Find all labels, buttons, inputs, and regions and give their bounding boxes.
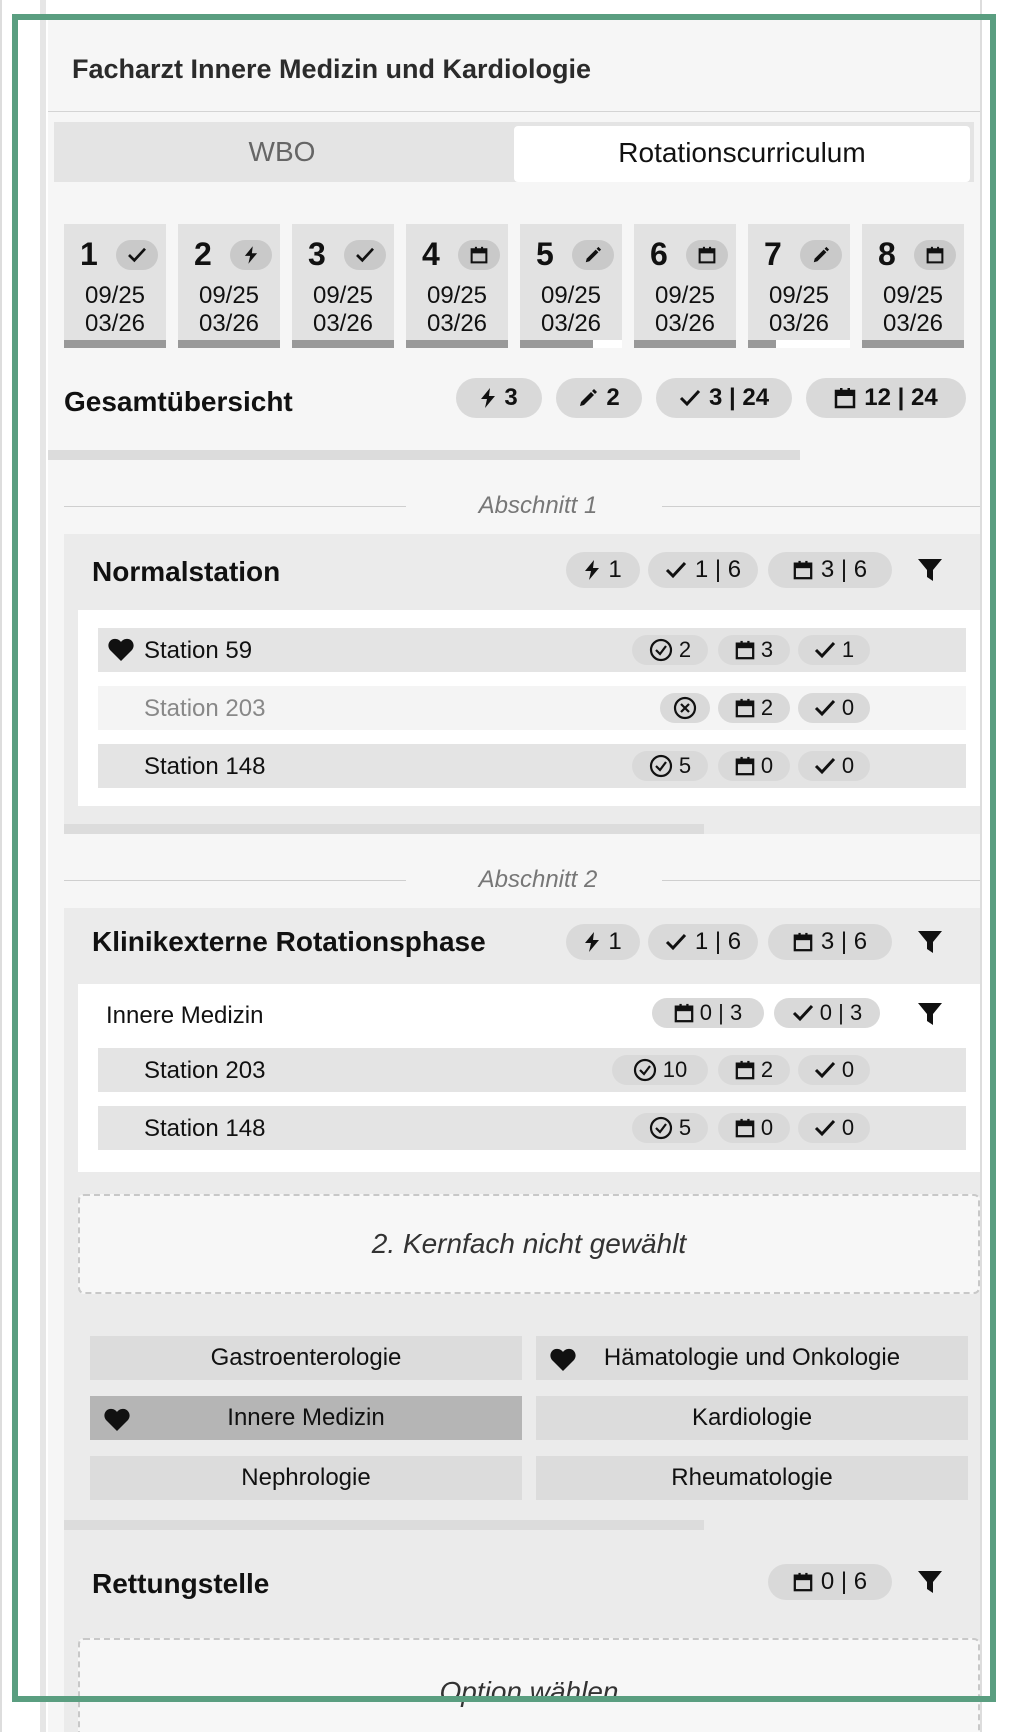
calendar-icon bbox=[793, 1572, 813, 1592]
page-title: Facharzt Innere Medizin und Kardiologie bbox=[72, 54, 592, 84]
rotation-start-date: 09/25 bbox=[198, 282, 260, 309]
rotation-end-date: 03/26 bbox=[198, 310, 260, 337]
group-calendar-badge: 0 | 6 bbox=[768, 1564, 892, 1600]
station-name: Station 203 bbox=[144, 695, 266, 722]
rotation-number: 2 bbox=[194, 236, 212, 272]
rotation-card-5[interactable] bbox=[520, 224, 622, 348]
station-name: Station 148 bbox=[144, 1115, 266, 1142]
rotation-end-date: 03/26 bbox=[882, 310, 944, 337]
check-icon bbox=[665, 933, 687, 951]
calendar-icon bbox=[735, 1118, 755, 1138]
approved-badge: 5 bbox=[632, 1113, 708, 1143]
station-name: Station 203 bbox=[144, 1057, 266, 1084]
filter-icon[interactable] bbox=[916, 1000, 944, 1028]
station-row[interactable] bbox=[98, 686, 966, 730]
choice-rheumatologie[interactable]: Rheumatologie bbox=[536, 1456, 968, 1500]
section-divider-1 bbox=[64, 492, 980, 519]
rotation-start-date: 09/25 bbox=[882, 282, 944, 309]
rotation-number: 5 bbox=[536, 236, 554, 272]
section-divider-2 bbox=[64, 866, 980, 893]
rotation-progress-bar bbox=[748, 340, 776, 348]
check-circle-icon bbox=[649, 754, 673, 778]
rotation-number: 8 bbox=[878, 236, 896, 272]
calendar-icon bbox=[793, 932, 813, 952]
group-title: Normalstation bbox=[92, 556, 281, 587]
group-progress-bar bbox=[64, 824, 704, 834]
bolt-icon bbox=[584, 560, 600, 580]
rotation-number: 3 bbox=[308, 236, 326, 272]
group-bolt-badge: 1 bbox=[566, 552, 640, 588]
calendar-icon bbox=[735, 698, 755, 718]
calendar-icon bbox=[914, 240, 956, 270]
rotation-start-date: 09/25 bbox=[426, 282, 488, 309]
rotation-list bbox=[64, 224, 974, 348]
approved-badge: 5 bbox=[632, 751, 708, 781]
rejected-badge bbox=[660, 693, 710, 723]
rotation-card-8[interactable] bbox=[862, 224, 964, 348]
station-row[interactable] bbox=[98, 744, 966, 788]
rotation-end-date: 03/26 bbox=[84, 310, 146, 337]
choice-haematologie-onkologie[interactable]: Hämatologie und Onkologie bbox=[536, 1336, 968, 1380]
station-row[interactable] bbox=[98, 1106, 966, 1150]
x-circle-icon bbox=[673, 696, 697, 720]
group-check-badge: 1 | 6 bbox=[648, 552, 758, 588]
tab-rotationscurriculum[interactable]: Rotationscurriculum bbox=[514, 126, 970, 182]
tab-wbo[interactable]: WBO bbox=[248, 136, 316, 167]
rotation-start-date: 09/25 bbox=[312, 282, 374, 309]
pencil-icon bbox=[578, 388, 598, 408]
rotation-start-date: 09/25 bbox=[84, 282, 146, 309]
subgroup-innere-medizin bbox=[78, 984, 980, 1172]
rotation-card-6[interactable] bbox=[634, 224, 736, 348]
panel-header bbox=[48, 18, 980, 112]
calendar-badge: 2 bbox=[718, 1055, 790, 1085]
filter-icon[interactable] bbox=[916, 928, 944, 956]
section-label-2: Abschnitt 2 bbox=[478, 866, 598, 893]
summary-progress-bar bbox=[48, 450, 800, 460]
calendar-icon bbox=[793, 560, 813, 580]
station-row[interactable] bbox=[98, 628, 966, 672]
rotation-progress-bar bbox=[64, 340, 166, 348]
subgroup-calendar-badge: 0 | 3 bbox=[652, 998, 764, 1028]
subgroup-title: Innere Medizin bbox=[106, 1002, 264, 1029]
check-icon bbox=[814, 1119, 836, 1137]
calendar-icon bbox=[686, 240, 728, 270]
summary-check-badge: 3 | 24 bbox=[656, 378, 792, 418]
section-label-1: Abschnitt 1 bbox=[478, 492, 598, 519]
rotation-end-date: 03/26 bbox=[540, 310, 602, 337]
station-name: Station 59 bbox=[144, 637, 253, 664]
calendar-icon bbox=[735, 640, 755, 660]
check-icon bbox=[679, 389, 701, 407]
rotation-card-1[interactable] bbox=[64, 224, 166, 348]
summary-row bbox=[64, 378, 974, 428]
group-title: Klinikexterne Rotationsphase bbox=[92, 926, 486, 957]
calendar-icon bbox=[735, 1060, 755, 1080]
heart-icon bbox=[550, 1348, 576, 1372]
rotation-start-date: 09/25 bbox=[654, 282, 716, 309]
group-rettungstelle bbox=[64, 1546, 980, 1732]
rotation-number: 7 bbox=[764, 236, 782, 272]
check-circle-icon bbox=[649, 1116, 673, 1140]
summary-pencil-badge: 2 bbox=[556, 378, 642, 418]
check-icon bbox=[814, 757, 836, 775]
filter-icon[interactable] bbox=[916, 1568, 944, 1596]
rotation-end-date: 03/26 bbox=[426, 310, 488, 337]
calendar-icon bbox=[458, 240, 500, 270]
rotation-card-4[interactable] bbox=[406, 224, 508, 348]
check-circle-icon bbox=[649, 638, 673, 662]
bolt-icon bbox=[230, 240, 272, 270]
check-badge: 1 bbox=[798, 635, 870, 665]
choice-kardiologie[interactable]: Kardiologie bbox=[536, 1396, 968, 1440]
check-icon bbox=[814, 699, 836, 717]
station-name: Station 148 bbox=[144, 753, 266, 780]
rotation-card-2[interactable] bbox=[178, 224, 280, 348]
rotation-progress-bar bbox=[178, 340, 280, 348]
calendar-icon bbox=[834, 387, 856, 409]
group-calendar-badge: 3 | 6 bbox=[768, 924, 892, 960]
bolt-icon bbox=[584, 932, 600, 952]
summary-calendar-badge: 12 | 24 bbox=[806, 378, 966, 418]
station-list bbox=[78, 610, 980, 806]
summary-bolt-badge: 3 bbox=[456, 378, 542, 418]
rotation-end-date: 03/26 bbox=[654, 310, 716, 337]
rotation-progress-bar bbox=[292, 340, 394, 348]
check-icon bbox=[814, 1061, 836, 1079]
group-title: Rettungstelle bbox=[92, 1568, 270, 1599]
check-icon bbox=[344, 240, 386, 270]
rotation-progress-bar bbox=[520, 340, 593, 348]
check-icon bbox=[116, 240, 158, 270]
rotation-start-date: 09/25 bbox=[768, 282, 830, 309]
group-check-badge: 1 | 6 bbox=[648, 924, 758, 960]
check-icon bbox=[665, 561, 687, 579]
tab-bar bbox=[54, 122, 974, 182]
rotation-progress-bar bbox=[634, 340, 736, 348]
check-badge: 0 bbox=[798, 1113, 870, 1143]
curriculum-panel bbox=[48, 18, 980, 1732]
calendar-icon bbox=[674, 1003, 694, 1023]
group-bolt-badge: 1 bbox=[566, 924, 640, 960]
calendar-badge: 3 bbox=[718, 635, 790, 665]
filter-icon[interactable] bbox=[916, 556, 944, 584]
rotation-end-date: 03/26 bbox=[312, 310, 374, 337]
check-icon bbox=[814, 641, 836, 659]
rotation-end-date: 03/26 bbox=[768, 310, 830, 337]
check-icon bbox=[792, 1004, 814, 1022]
rotation-number: 4 bbox=[422, 236, 440, 272]
calendar-icon bbox=[735, 756, 755, 776]
rotation-number: 1 bbox=[80, 236, 98, 272]
rotation-progress-bar bbox=[862, 340, 964, 348]
check-badge: 0 bbox=[798, 693, 870, 723]
choice-nephrologie[interactable]: Nephrologie bbox=[90, 1456, 522, 1500]
rotation-progress-bar bbox=[406, 340, 508, 348]
pencil-icon bbox=[800, 240, 842, 270]
calendar-badge: 2 bbox=[718, 693, 790, 723]
group-klinikexterne-rotationsphase bbox=[64, 908, 980, 1548]
heart-icon bbox=[108, 638, 134, 662]
approved-badge: 10 bbox=[612, 1055, 708, 1085]
bolt-icon bbox=[480, 388, 496, 408]
check-badge: 0 bbox=[798, 1055, 870, 1085]
rotation-card-3[interactable] bbox=[292, 224, 394, 348]
option-placeholder[interactable] bbox=[78, 1638, 980, 1732]
summary-title: Gesamtübersicht bbox=[64, 386, 293, 417]
empty-kernfach-placeholder[interactable] bbox=[78, 1194, 980, 1294]
calendar-badge: 0 bbox=[718, 751, 790, 781]
rotation-number: 6 bbox=[650, 236, 668, 272]
station-row[interactable] bbox=[98, 1048, 966, 1092]
check-circle-icon bbox=[633, 1058, 657, 1082]
group-normalstation bbox=[64, 534, 980, 834]
approved-badge: 2 bbox=[632, 635, 708, 665]
pencil-icon bbox=[572, 240, 614, 270]
placeholder-text: Option wählen bbox=[439, 1676, 619, 1707]
group-progress-bar bbox=[64, 1520, 704, 1530]
calendar-badge: 0 bbox=[718, 1113, 790, 1143]
rotation-card-7[interactable] bbox=[748, 224, 850, 348]
placeholder-text: 2. Kernfach nicht gewählt bbox=[371, 1228, 687, 1259]
subgroup-check-badge: 0 | 3 bbox=[774, 998, 880, 1028]
choice-gastroenterologie[interactable]: Gastroenterologie bbox=[90, 1336, 522, 1380]
choice-innere-medizin[interactable]: Innere Medizin bbox=[90, 1396, 522, 1440]
group-calendar-badge: 3 | 6 bbox=[768, 552, 892, 588]
heart-icon bbox=[104, 1408, 130, 1432]
check-badge: 0 bbox=[798, 751, 870, 781]
rotation-start-date: 09/25 bbox=[540, 282, 602, 309]
